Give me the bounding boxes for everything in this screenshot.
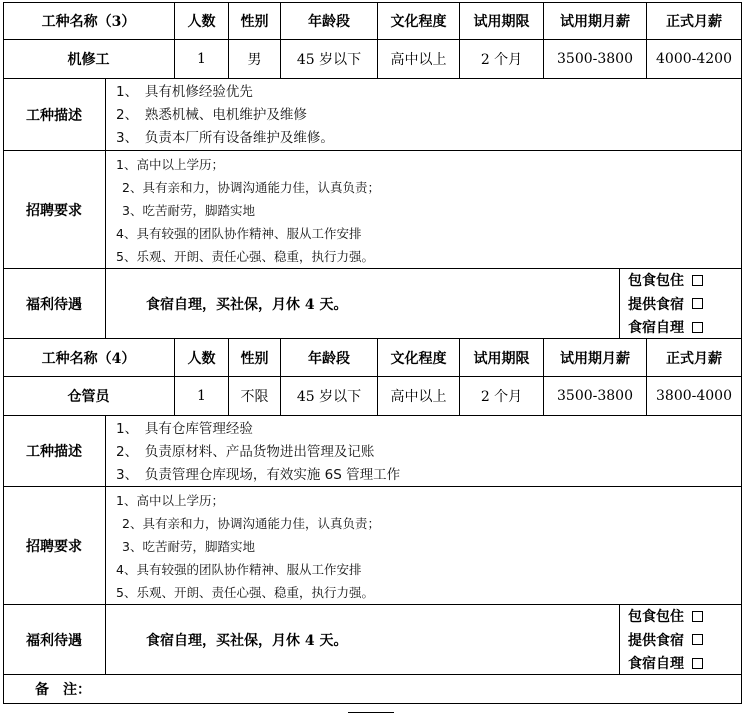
header-regular-salary: 正式月薪 (647, 2, 742, 40)
job2-ben-text: 食宿自理，买社保，月休 4 天。 (106, 605, 620, 675)
header2-probation: 试用期限 (460, 339, 544, 377)
option-label: 食宿自理 (628, 320, 684, 336)
job1-req (106, 151, 742, 269)
job2-probation: 2 个月 (460, 377, 544, 416)
job1-option (628, 292, 703, 316)
job1-age: 45 岁以下 (281, 40, 378, 79)
job1-name: 机修工 (3, 40, 175, 79)
job1-req-line: 5、乐观、开朗、责任心强、稳重，执行力强。 (116, 249, 374, 264)
checkbox[interactable] (692, 611, 703, 622)
option-label: 包食包住 (628, 609, 684, 625)
job1-ben-options (620, 269, 742, 339)
job1-desc (106, 79, 742, 151)
remark-row: 备 注： (3, 675, 742, 704)
job2-option (628, 651, 703, 675)
job2-desc-line: 2、 负责原材料、产品货物进出管理及记账 (116, 444, 375, 460)
job2-req-line: 5、乐观、开朗、责任心强、稳重，执行力强。 (116, 585, 374, 600)
job2-education: 高中以上 (378, 377, 460, 416)
header2-education: 文化程度 (378, 339, 460, 377)
job2-req-label: 招聘要求 (3, 487, 106, 605)
job2-desc-label: 工种描述 (3, 416, 106, 487)
checkbox[interactable] (692, 658, 703, 669)
job2-ben-label: 福利待遇 (3, 605, 106, 675)
header2-gender: 性别 (229, 339, 281, 377)
job1-req-line: 2、具有亲和力，协调沟通能力佳，认真负责； (122, 180, 380, 195)
header2-age: 年龄段 (281, 339, 378, 377)
job1-desc-label: 工种描述 (3, 79, 106, 151)
job1-desc-line: 2、 熟悉机械、电机维护及维修 (116, 107, 307, 123)
header-headcount: 人数 (175, 2, 229, 40)
checkbox[interactable] (692, 275, 703, 286)
header2-headcount: 人数 (175, 339, 229, 377)
page-mark (348, 712, 394, 713)
checkbox[interactable] (692, 322, 703, 333)
job2-headcount: 1 (175, 377, 229, 416)
job2-age: 45 岁以下 (281, 377, 378, 416)
job2-req (106, 487, 742, 605)
job2-probation-salary: 3500-3800 (544, 377, 647, 416)
job1-req-line: 4、具有较强的团队协作精神、服从工作安排 (116, 226, 362, 241)
job2-desc-line: 3、 负责管理仓库现场，有效实施 6S 管理工作 (116, 467, 401, 483)
option-label: 提供食宿 (628, 296, 684, 313)
job2-name: 仓管员 (3, 377, 175, 416)
job2-req-line: 4、具有较强的团队协作精神、服从工作安排 (116, 562, 362, 577)
job1-req-line: 3、吃苦耐劳，脚踏实地 (122, 203, 255, 218)
job1-req-label: 招聘要求 (3, 151, 106, 269)
job1-desc-line: 3、 负责本厂所有设备维护及维修。 (116, 130, 334, 146)
job2-req-line: 2、具有亲和力，协调沟通能力佳，认真负责； (122, 516, 380, 531)
job2-regular-salary: 3800-4000 (647, 377, 742, 416)
option-label: 包食包住 (628, 273, 684, 289)
job1-regular-salary: 4000-4200 (647, 40, 742, 79)
job1-education: 高中以上 (378, 40, 460, 79)
job1-probation-salary: 3500-3800 (544, 40, 647, 79)
option-label: 提供食宿 (628, 632, 684, 649)
job2-req-line: 1、高中以上学历； (116, 493, 224, 508)
job2-gender: 不限 (229, 377, 281, 416)
job2-option (628, 605, 703, 628)
header-age: 年龄段 (281, 2, 378, 40)
job2-option (628, 628, 703, 652)
job1-option (628, 315, 703, 339)
job1-ben-label: 福利待遇 (3, 269, 106, 339)
header2-job-name: 工种名称（4） (3, 339, 175, 377)
header2-probation-salary: 试用期月薪 (544, 339, 647, 377)
job2-ben-options (620, 605, 742, 675)
job1-option (628, 269, 703, 292)
job1-headcount: 1 (175, 40, 229, 79)
checkbox[interactable] (692, 634, 703, 645)
header-job-name: 工种名称（3） (3, 2, 175, 40)
job2-req-line: 3、吃苦耐劳，脚踏实地 (122, 539, 255, 554)
option-label: 食宿自理 (628, 656, 684, 672)
header-gender: 性别 (229, 2, 281, 40)
job1-desc-line: 1、 具有机修经验优先 (116, 84, 253, 100)
header-probation-salary: 试用期月薪 (544, 2, 647, 40)
checkbox[interactable] (692, 298, 703, 309)
job1-probation: 2 个月 (460, 40, 544, 79)
job2-desc-line: 1、 具有仓库管理经验 (116, 421, 253, 437)
job1-gender: 男 (229, 40, 281, 79)
job1-req-line: 1、高中以上学历； (116, 157, 224, 172)
recruitment-table (3, 2, 742, 704)
header2-regular-salary: 正式月薪 (647, 339, 742, 377)
header-probation: 试用期限 (460, 2, 544, 40)
job2-desc (106, 416, 742, 487)
job1-ben-text: 食宿自理，买社保，月休 4 天。 (106, 269, 620, 339)
header-education: 文化程度 (378, 2, 460, 40)
